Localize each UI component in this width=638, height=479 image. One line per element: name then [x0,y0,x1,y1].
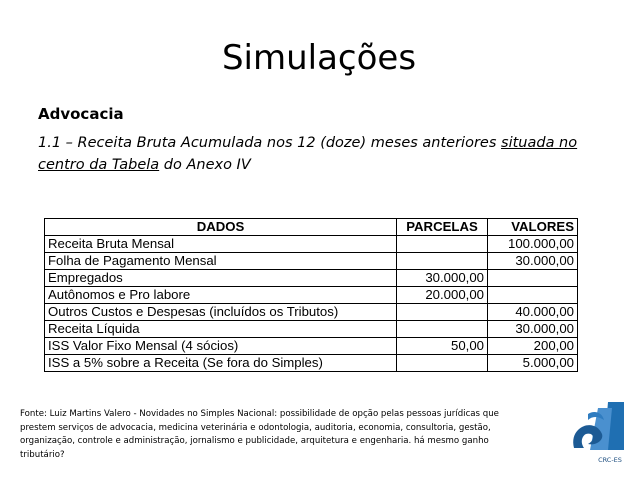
cell-dados: Autônomos e Pro labore [45,287,397,304]
cell-valores [488,287,578,304]
cell-dados: Outros Custos e Despesas (incluídos os Tributos) [45,304,397,321]
cell-dados: Folha de Pagamento Mensal [45,253,397,270]
table-row [45,321,578,338]
cell-valores: 100.000,00 [488,236,578,253]
table-row [45,355,578,372]
slide-subtitle: Advocacia [38,105,124,123]
description-text: 1.1 – Receita Bruta Acumulada nos 12 (doze) meses anteriores [38,135,502,151]
table-row [45,270,578,287]
table-row [45,253,578,270]
cell-valores: 40.000,00 [488,304,578,321]
slide-title: Simulações [221,38,417,78]
crc-es-logo-icon [568,400,626,470]
cell-dados: ISS a 5% sobre a Receita (Se fora do Simples) [45,355,397,372]
slide-description [38,132,598,176]
simulation-table [44,218,578,372]
column-header-dados: DADOS [45,219,397,236]
cell-valores: 5.000,00 [488,355,578,372]
cell-parcelas [397,304,488,321]
cell-parcelas [397,236,488,253]
description-underlined-text: situada no centro da Tabela [38,135,578,173]
cell-parcelas [397,355,488,372]
cell-parcelas: 20.000,00 [397,287,488,304]
table-row [45,236,578,253]
table-row [45,287,578,304]
cell-valores: 30.000,00 [488,253,578,270]
column-header-valores: VALORES [488,219,578,236]
column-header-parcelas: PARCELAS [397,219,488,236]
table-header-row [45,219,578,236]
cell-parcelas: 50,00 [397,338,488,355]
source-citation: Fonte: Luiz Martins Valero - Novidades no Simples Nacional: possibilidade de opção pelas pessoas jurídicas que prestem serviços de advocacia, medicina veterinária e odontologia, auditoria, economia, consultoria, gestão, organização, controle e administração, jornalismo e publicidade, arquitetura e engenharia. há mesmo ganho tributário? [20,409,499,460]
crc-es-logo-graphic [568,400,626,470]
table-row [45,338,578,355]
cell-valores: 30.000,00 [488,321,578,338]
cell-parcelas [397,253,488,270]
cell-valores [488,270,578,287]
cell-dados: ISS Valor Fixo Mensal (4 sócios) [45,338,397,355]
logo-text: CRC-ES [598,456,622,464]
cell-dados: Receita Líquida [45,321,397,338]
cell-parcelas [397,321,488,338]
cell-dados: Receita Bruta Mensal [45,236,397,253]
cell-valores: 200,00 [488,338,578,355]
cell-dados: Empregados [45,270,397,287]
description-text-end: do Anexo IV [159,157,251,173]
cell-parcelas: 30.000,00 [397,270,488,287]
table-row [45,304,578,321]
